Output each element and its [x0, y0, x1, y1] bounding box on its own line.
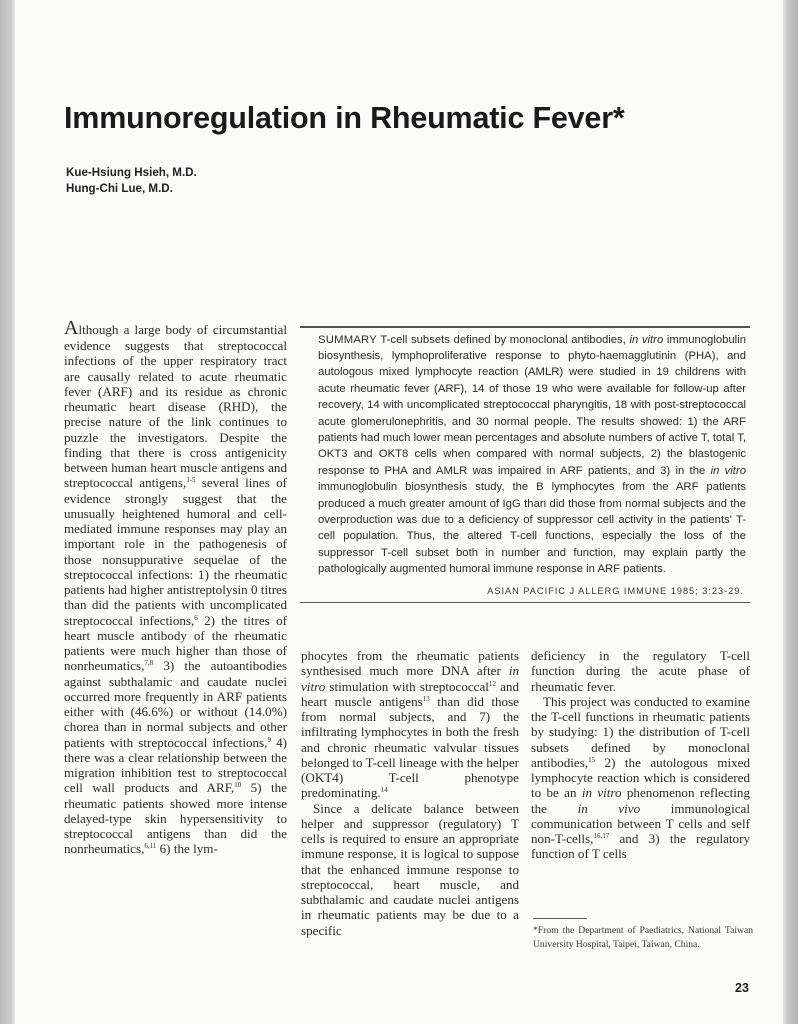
reference-superscript: 6,11 — [144, 842, 157, 851]
italic-term: in vitro — [629, 333, 664, 346]
italic-term: in vitro — [710, 464, 746, 477]
scan-edge-left — [0, 0, 15, 1024]
paragraph: deficiency in the regulatory T-cell function during the acute phase of rheumatic fever. — [531, 648, 750, 694]
italic-term: in vivo — [577, 800, 641, 816]
paragraph — [64, 318, 287, 857]
paragraph: This project was conducted to examine the T-cell functions in rheumatic patients by studying: 1) the distribution of T-cell subsets defined by monoclonal antibodies,$^{15}$ 2) the autologous mixed lymphocyte reaction which is considered to be an in vitro phenomenon reflecting the in vivo immunological communication between T cells and self non-T-cells,$^{16,17}$ and 3) the regulatory function of T cells — [531, 693, 750, 862]
paragraph: phocytes from the rheumatic patients synthesised much more DNA after in vitro stimulation with streptococcal$^{12}$ and heart muscle antigens$^{13}$ than did those from normal subjects, and 7) the infiltrating lymphocytes in both the fresh and chronic rheumatic valvular tissues belonged to T-cell lineage with the helper (OKT4) T-cell phenotype predominating.$^{14}$ — [301, 648, 519, 801]
reference-superscript: 10 — [234, 781, 242, 790]
drop-cap: A — [64, 317, 79, 339]
reference-superscript: 12 — [488, 679, 496, 688]
affiliation-footnote: *From the Department of Paediatrics, National Taiwan University Hospital, Taipei, Taiwan, China. — [533, 925, 753, 950]
reference-superscript: 7,8 — [144, 659, 154, 668]
author-name: Kue-Hsiung Hsieh, M.D. — [66, 166, 197, 179]
body-column-3 — [531, 648, 750, 862]
reference-superscript: 16,17 — [593, 832, 610, 840]
scan-edge-right — [783, 0, 798, 1024]
italic-term: in vitro — [581, 785, 622, 801]
reference-superscript: 9 — [267, 735, 271, 744]
italic-term: in vitro — [301, 663, 519, 694]
paragraph: Since a delicate balance between helper and suppressor (regulatory) T cells is required to ensure an appropriate immune response, it is logical to suppose that the enhanced immune response to streptococcal, heart muscle, and subthalamic and caudate nuclei antigens in rheumatic patients may be due to a specific — [301, 800, 519, 938]
summary-label: SUMMARY — [318, 333, 377, 346]
body-column-2 — [301, 648, 519, 938]
author-name: Hung-Chi Lue, M.D. — [66, 182, 173, 195]
body-column-1 — [64, 318, 287, 857]
footnote-rule — [533, 918, 587, 919]
summary-text — [300, 328, 750, 578]
reference-superscript: 14 — [380, 786, 388, 795]
summary-bottom-rule — [300, 602, 750, 604]
reference-superscript: 1-5 — [186, 476, 196, 485]
reference-superscript: 13 — [422, 694, 430, 703]
journal-citation: ASIAN PACIFIC J ALLERG IMMUNE 1985; 3:23-29. — [487, 585, 744, 596]
article-title: Immunoregulation in Rheumatic Fever* — [64, 101, 625, 135]
paragraph-text: lthough a large body of circumstantial evidence suggests that streptococcal infections of the upper respiratory tract are causally related to acute rheumatic fever (ARF) and its residue as chronic rheumatic heart disease (RHD), the precise nature of the link continues to puzzle the investigators. Despite the finding that there is cross antigenicity between human heart muscle antigens and streptococcal antigens,$^{1-5}$ several lines of evidence strongly suggest that the unusually heightened humoral and cell-mediated immune responses may play an important role in the pathogenesis of those nonsuppurative sequelae of the streptococcal infections: 1) the rheumatic patients had higher antistreptolysin 0 titres than did the patients with uncomplicated streptococcal infections,$^6$ 2) the titres of heart muscle antibody of the rheumatic patients were much higher than those of nonrheumatics,$^{7,8}$ 3) the autoantibodies against subthalamic and caudate nuclei occurred more frequently in ARF patients either with (46.6%) or without (14.0%) chorea than in normal subjects and other patients with streptococcal infections,$^9$ 4) there was a clear relationship between the migration inhibition test to streptococcal cell wall products and ARF,$^{10}$ 5) the rheumatic patients showed more intense delayed-type skin hypersensitivity to streptococcal antigens than did the nonrheumatics,$^{6,11}$ 6) the lym- — [64, 322, 287, 857]
summary-body: T-cell subsets defined by monoclonal antibodies, in vitro immunoglobulin biosynthesis, lymphoproliferative response to phyto-haemagglutinin (PHA), and autologous mixed lymphocyte reaction (AMLR) were studied in 19 childrens with acute rheumatic fever (ARF), 14 of those 19 who were available for follow-up after recovery, 14 with uncomplicated streptococcal pharyngitis, 18 with post-streptococcal acute glomerulonephritis, and 30 normal people. The results showed: 1) the ARF patients had much lower mean percentages and absolute numbers of active T, total T, OKT3 and OKT8 cells when compared with normal subjects, 2) the blastogenic response to PHA and AMLR was impaired in ARF patients, and 3) in the in vitro immunoglobulin biosynthesis study, the B lymphocytes from the ARF patients produced a much greater amount of IgG than did those from normal subjects and the overproduction was due to a deficiency of suppressor cell activity in the patients' T-cell population. Thus, the altered T-cell functions, especially the loss of the suppressor T-cell subset both in number and function, may explain partly the pathologically augmented humoral immune response in ARF patients. — [318, 333, 746, 576]
author-list — [66, 165, 197, 197]
page-number: 23 — [735, 981, 749, 995]
reference-superscript: 6 — [194, 613, 198, 622]
reference-superscript: 15 — [588, 755, 596, 764]
summary-box — [300, 326, 750, 603]
